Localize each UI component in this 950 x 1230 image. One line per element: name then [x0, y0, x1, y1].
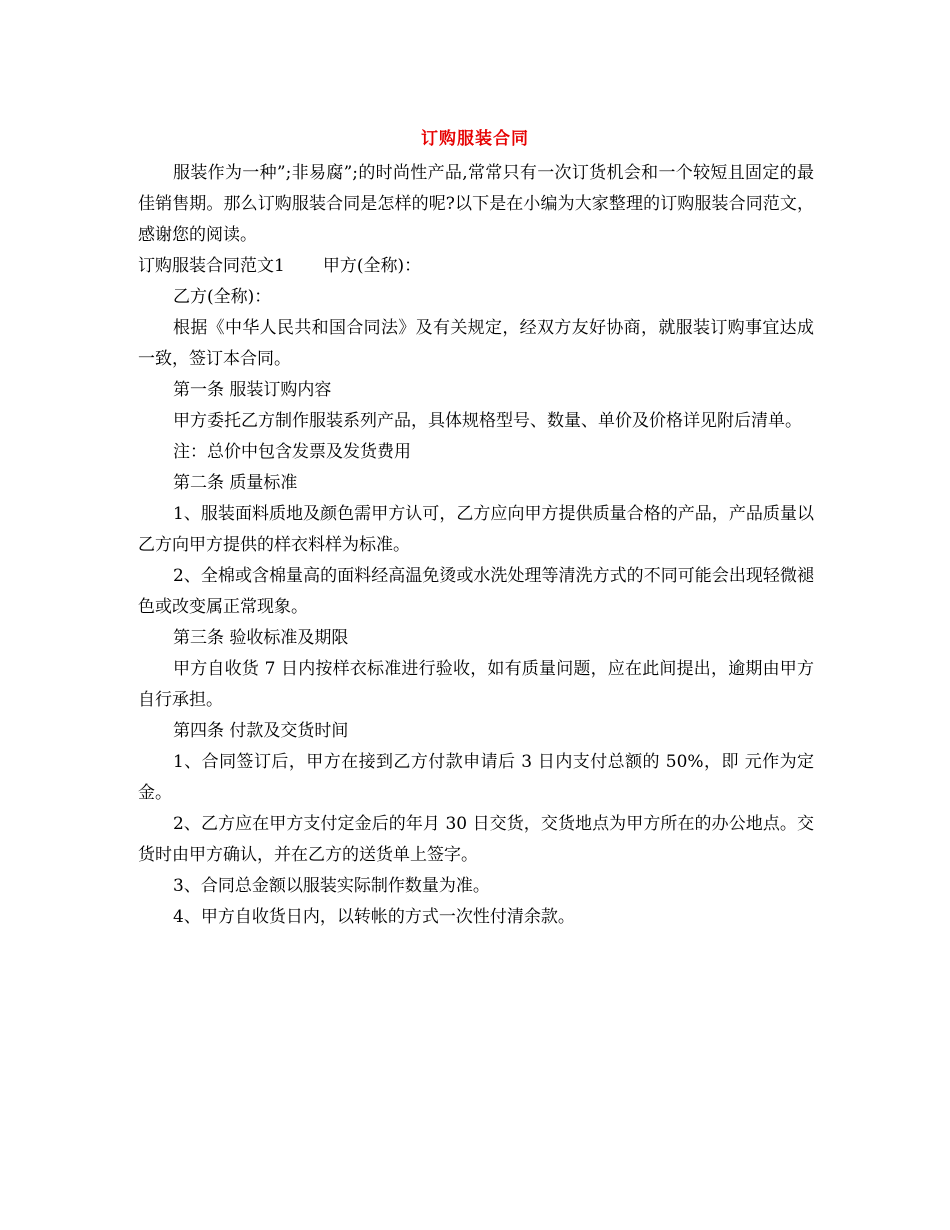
- article-1-paragraph: 甲方委托乙方制作服装系列产品，具体规格型号、数量、单价及价格详见附后清单。: [173, 411, 802, 431]
- article-3-title: 第三条 验收标准及期限: [173, 628, 349, 648]
- sample-heading: 订购服装合同范文1: [138, 256, 285, 276]
- sample-heading-line: [138, 251, 814, 282]
- article-3-paragraph: 甲方自收货 7 日内按样衣标准进行验收，如有质量问题，应在此间提出，逾期由甲方自行承担。: [138, 659, 814, 710]
- article-4-paragraph-4: 4、甲方自收货日内，以转帐的方式一次性付清余款。: [173, 907, 575, 927]
- party-a-label: 甲方(全称)：: [322, 256, 422, 276]
- party-b-label: 乙方(全称)：: [173, 287, 272, 307]
- document-body: [138, 158, 814, 933]
- article-1-title: 第一条 服装订购内容: [173, 380, 332, 400]
- article-2-paragraph-2: 2、全棉或含棉量高的面料经高温免烫或水洗处理等清洗方式的不同可能会出现轻微褪色或改变属正常现象。: [138, 566, 814, 617]
- article-4-paragraph-3: 3、合同总金额以服装实际制作数量为准。: [173, 876, 490, 896]
- preamble-paragraph: 根据《中华人民共和国合同法》及有关规定，经双方友好协商，就服装订购事宜达成一致，签订本合同。: [138, 318, 814, 369]
- article-4-title: 第四条 付款及交货时间: [173, 721, 349, 741]
- article-4-paragraph-1: 1、合同签订后，甲方在接到乙方付款申请后 3 日内支付总额的 50%，即 元作为定金。: [138, 752, 814, 803]
- article-2-title: 第二条 质量标准: [173, 473, 298, 493]
- document-title: 订购服装合同: [421, 129, 529, 149]
- intro-paragraph: 服装作为一种”;非易腐”;的时尚性产品,常常只有一次订货机会和一个较短且固定的最佳销售期。那么订购服装合同是怎样的呢?以下是在小编为大家整理的订购服装合同范文，感谢您的阅读。: [138, 163, 814, 245]
- article-1-note: 注：总价中包含发票及发货费用: [173, 442, 411, 462]
- article-2-paragraph-1: 1、服装面料质地及颜色需甲方认可，乙方应向甲方提供质量合格的产品，产品质量以乙方向甲方提供的样衣料样为标准。: [138, 504, 814, 555]
- article-4-paragraph-2: 2、乙方应在甲方支付定金后的年月 30 日交货，交货地点为甲方所在的办公地点。交货时由甲方确认，并在乙方的送货单上签字。: [138, 814, 814, 865]
